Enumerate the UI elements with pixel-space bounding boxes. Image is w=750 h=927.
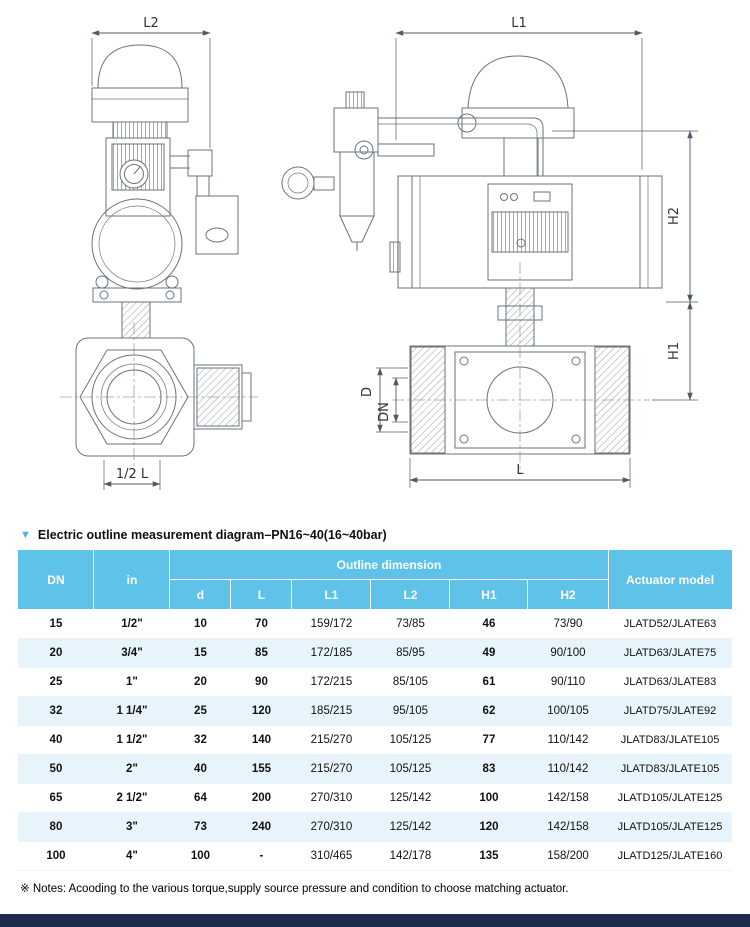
table-cell: JLATD63/JLATE83 — [608, 668, 732, 697]
table-cell: 32 — [170, 726, 231, 755]
table-cell: 40 — [170, 755, 231, 784]
table-cell: 1 1/4" — [94, 697, 170, 726]
spec-table — [17, 549, 732, 871]
table-cell: 185/215 — [292, 697, 371, 726]
dim-label-half-l: 1/2 L — [115, 467, 149, 482]
table-cell: 49 — [450, 639, 528, 668]
table-cell: JLATD75/JLATE92 — [608, 697, 732, 726]
table-cell: 125/142 — [371, 784, 450, 813]
table-cell: 172/215 — [292, 668, 371, 697]
table-row — [18, 639, 732, 668]
col-header-actuator-model: Actuator model — [608, 550, 732, 610]
table-cell: 159/172 — [292, 610, 371, 639]
table-cell: 3/4" — [94, 639, 170, 668]
table-cell: 32 — [18, 697, 94, 726]
table-cell: 20 — [18, 639, 94, 668]
table-cell: 158/200 — [528, 842, 608, 871]
table-cell: 46 — [450, 610, 528, 639]
table-row — [18, 697, 732, 726]
table-cell: 100/105 — [528, 697, 608, 726]
table-cell: 85/105 — [371, 668, 450, 697]
table-cell: 61 — [450, 668, 528, 697]
table-cell: 270/310 — [292, 813, 371, 842]
col-header-l2: L2 — [371, 580, 450, 610]
table-cell: 100 — [170, 842, 231, 871]
centerlines — [60, 262, 650, 474]
col-header-in: in — [94, 550, 170, 610]
table-row — [18, 813, 732, 842]
solenoid-box — [170, 150, 238, 254]
air-tube — [378, 118, 543, 176]
dim-label-h2: H2 — [667, 206, 682, 226]
table-cell: 70 — [231, 610, 292, 639]
table-cell: 140 — [231, 726, 292, 755]
section-title-row — [0, 528, 750, 542]
table-row — [18, 610, 732, 639]
table-cell: 85/95 — [371, 639, 450, 668]
dim-label-d: D — [360, 386, 375, 398]
limit-switch-dome-side — [458, 56, 574, 176]
table-cell: JLATD83/JLATE105 — [608, 726, 732, 755]
col-header-dn: DN — [18, 550, 94, 610]
table-cell: 73/85 — [371, 610, 450, 639]
table-cell: 240 — [231, 813, 292, 842]
pressure-gauge-side — [282, 167, 314, 199]
notes-text: ※ Notes: Acooding to the various torque,supply source pressure and condition to choose matching actuator. — [20, 883, 569, 895]
table-cell: 20 — [170, 668, 231, 697]
section-marker-icon: ▼ — [20, 528, 31, 541]
table-cell: 2" — [94, 755, 170, 784]
col-group-outline-dimension: Outline dimension — [170, 550, 608, 580]
dim-label-dn: DN — [377, 402, 392, 422]
table-cell: 1/2" — [94, 610, 170, 639]
spec-table-header — [18, 550, 732, 610]
table-cell: 105/125 — [371, 726, 450, 755]
table-cell: 215/270 — [292, 726, 371, 755]
table-cell: 40 — [18, 726, 94, 755]
col-header-l: L — [231, 580, 292, 610]
mounting-ring — [92, 199, 182, 289]
table-cell: 62 — [450, 697, 528, 726]
table-cell: 142/178 — [371, 842, 450, 871]
table-cell: JLATD105/JLATE125 — [608, 813, 732, 842]
col-header-l1: L1 — [292, 580, 371, 610]
table-cell: 3" — [94, 813, 170, 842]
col-header-h1: H1 — [450, 580, 528, 610]
table-cell: 120 — [450, 813, 528, 842]
table-cell: 172/185 — [292, 639, 371, 668]
table-cell: 200 — [231, 784, 292, 813]
table-cell: JLATD63/JLATE75 — [608, 639, 732, 668]
dim-label-l1: L1 — [511, 16, 527, 31]
table-cell: 142/158 — [528, 784, 608, 813]
limit-switch-dome — [92, 45, 188, 138]
table-cell: 95/105 — [371, 697, 450, 726]
table-cell: 142/158 — [528, 813, 608, 842]
table-cell: 310/465 — [292, 842, 371, 871]
table-row — [18, 726, 732, 755]
table-cell: 1 1/2" — [94, 726, 170, 755]
table-cell: 25 — [170, 697, 231, 726]
mounting-bracket — [93, 288, 181, 338]
table-cell: 135 — [450, 842, 528, 871]
table-cell: 155 — [231, 755, 292, 784]
table-cell: 110/142 — [528, 755, 608, 784]
table-cell: 215/270 — [292, 755, 371, 784]
footer-bar — [0, 914, 750, 927]
spec-table-body — [18, 610, 732, 871]
table-cell: JLATD83/JLATE105 — [608, 755, 732, 784]
table-cell: 90/100 — [528, 639, 608, 668]
table-cell: 73 — [170, 813, 231, 842]
table-cell: JLATD105/JLATE125 — [608, 784, 732, 813]
table-cell: 83 — [450, 755, 528, 784]
table-row — [18, 755, 732, 784]
table-cell: 10 — [170, 610, 231, 639]
table-cell: 65 — [18, 784, 94, 813]
side-view — [282, 56, 662, 454]
table-cell: 100 — [18, 842, 94, 871]
front-view — [76, 45, 251, 456]
table-cell: 110/142 — [528, 726, 608, 755]
table-cell: 125/142 — [371, 813, 450, 842]
table-cell: 15 — [170, 639, 231, 668]
pneumatic-actuator — [390, 176, 662, 288]
table-cell: 270/310 — [292, 784, 371, 813]
table-cell: 15 — [18, 610, 94, 639]
dim-label-l2: L2 — [143, 16, 159, 31]
table-cell: 64 — [170, 784, 231, 813]
table-row — [18, 842, 732, 871]
table-cell: 90 — [231, 668, 292, 697]
table-cell: 25 — [18, 668, 94, 697]
table-cell: 73/90 — [528, 610, 608, 639]
table-cell: 80 — [18, 813, 94, 842]
table-cell: JLATD52/JLATE63 — [608, 610, 732, 639]
table-cell: 90/110 — [528, 668, 608, 697]
table-cell: - — [231, 842, 292, 871]
section-title: Electric outline measurement diagram–PN16~40(16~40bar) — [37, 528, 387, 542]
table-cell: 1" — [94, 668, 170, 697]
valve-stem — [498, 288, 542, 346]
dim-label-h1: H1 — [667, 341, 682, 361]
table-cell: 120 — [231, 697, 292, 726]
table-cell: 105/125 — [371, 755, 450, 784]
table-cell: 50 — [18, 755, 94, 784]
col-header-d: d — [170, 580, 231, 610]
table-cell: 2 1/2" — [94, 784, 170, 813]
table-cell: 77 — [450, 726, 528, 755]
table-row — [18, 784, 732, 813]
col-header-h2: H2 — [528, 580, 608, 610]
table-cell: 100 — [450, 784, 528, 813]
table-cell: 4" — [94, 842, 170, 871]
dim-label-l: L — [516, 463, 524, 478]
table-cell: 85 — [231, 639, 292, 668]
table-row — [18, 668, 732, 697]
table-cell: JLATD125/JLATE160 — [608, 842, 732, 871]
